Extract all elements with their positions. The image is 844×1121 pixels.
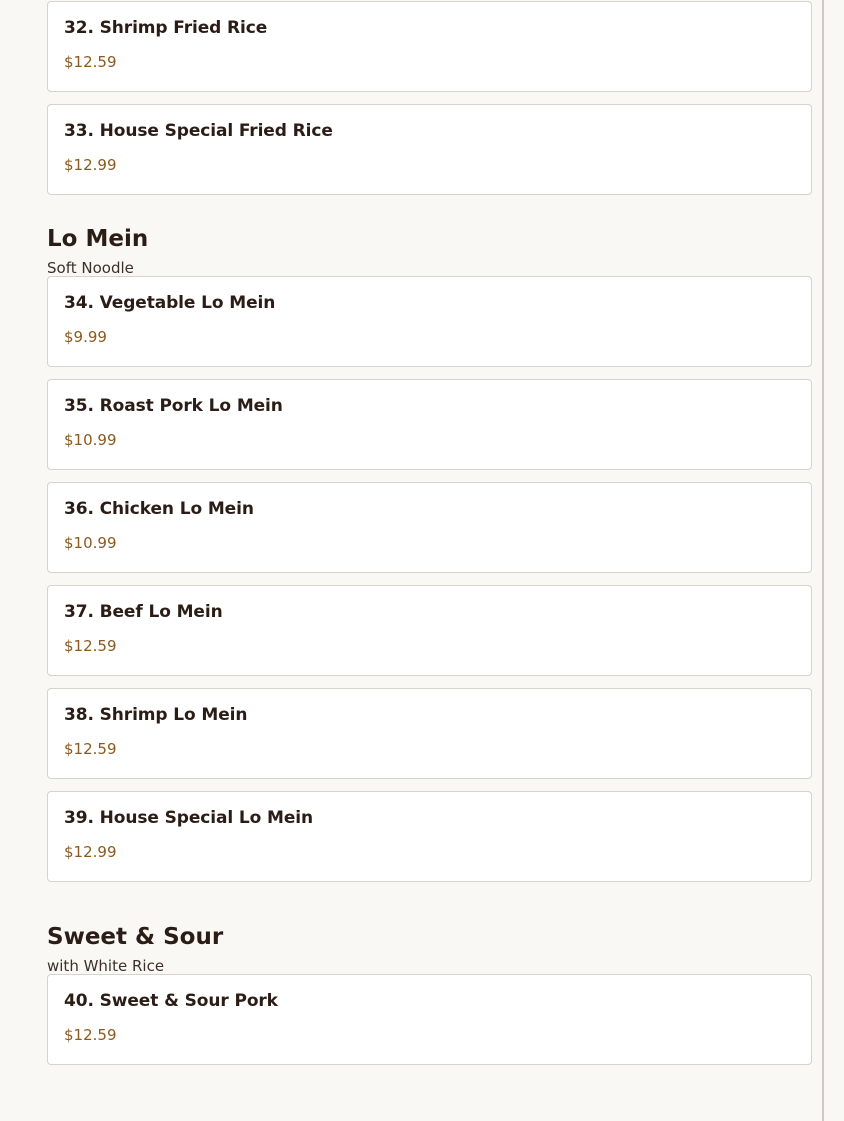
menu-item-card[interactable] [47, 1, 812, 92]
menu-item-price: $10.99 [64, 431, 117, 449]
menu-item-price: $12.99 [64, 843, 117, 861]
menu-item-price: $12.59 [64, 53, 117, 71]
page-scroll-edge [822, 0, 824, 1121]
menu-item-name: 36. Chicken Lo Mein [64, 499, 254, 519]
menu-item-card[interactable] [47, 276, 812, 367]
menu-item-card[interactable] [47, 688, 812, 779]
section-subtitle: Soft Noodle [47, 259, 134, 277]
menu-item-name: 33. House Special Fried Rice [64, 121, 333, 141]
section-title: Sweet & Sour [47, 924, 224, 950]
section-subtitle: with White Rice [47, 957, 165, 975]
menu-item-price: $12.99 [64, 156, 117, 174]
menu-item-name: 37. Beef Lo Mein [64, 602, 223, 622]
menu-section-sweet-and-sour [47, 895, 812, 1078]
menu-item-name: 35. Roast Pork Lo Mein [64, 396, 283, 416]
menu-item-card[interactable] [47, 379, 812, 470]
menu-item-card[interactable] [47, 482, 812, 573]
menu-item-card[interactable] [47, 585, 812, 676]
menu-list [47, 0, 812, 1078]
menu-item-price: $12.59 [64, 740, 117, 758]
menu-item-card[interactable] [47, 791, 812, 882]
menu-item-price: $12.59 [64, 637, 117, 655]
menu-item-card[interactable] [47, 104, 812, 195]
section-title: Lo Mein [47, 226, 149, 252]
menu-item-name: 39. House Special Lo Mein [64, 808, 313, 828]
menu-section-lo-mein [47, 197, 812, 895]
menu-item-name: 34. Vegetable Lo Mein [64, 293, 276, 313]
section-header [47, 895, 812, 974]
menu-item-price: $9.99 [64, 328, 107, 346]
menu-section-fried-rice [47, 0, 812, 197]
menu-item-name: 32. Shrimp Fried Rice [64, 18, 268, 38]
menu-item-card[interactable] [47, 974, 812, 1065]
menu-item-price: $12.59 [64, 1026, 117, 1044]
section-header [47, 197, 812, 276]
menu-item-name: 38. Shrimp Lo Mein [64, 705, 248, 725]
menu-item-name: 40. Sweet & Sour Pork [64, 991, 278, 1011]
menu-item-price: $10.99 [64, 534, 117, 552]
